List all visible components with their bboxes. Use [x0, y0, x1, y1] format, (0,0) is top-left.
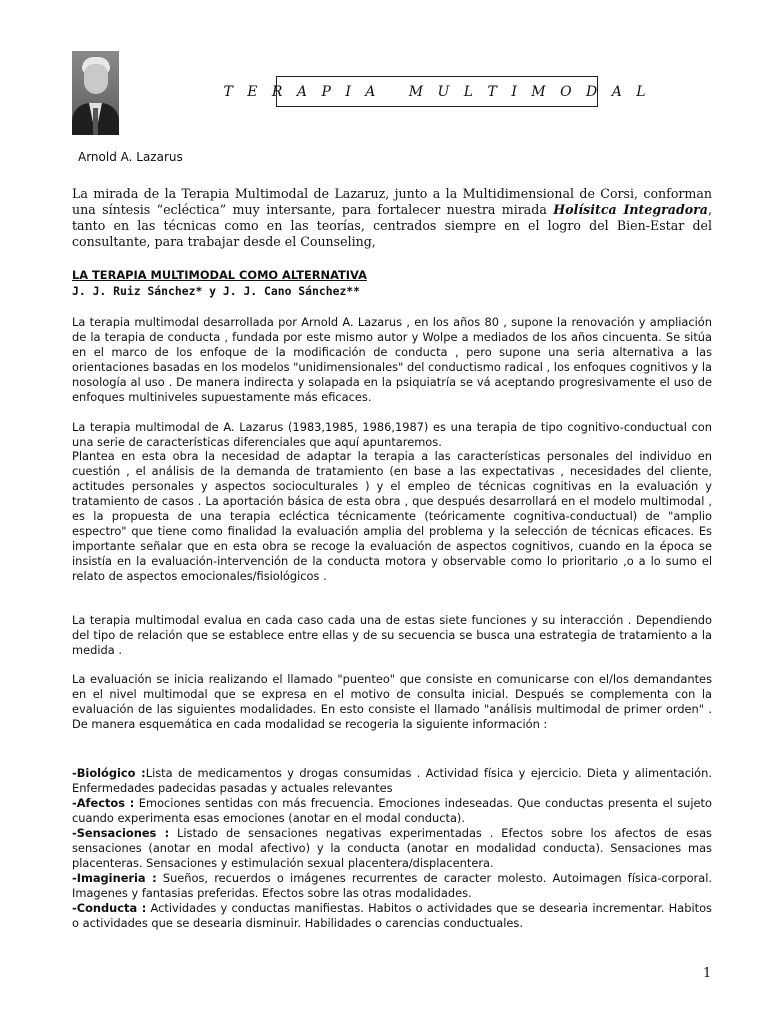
photo-face	[84, 64, 108, 94]
section-authors: J. J. Ruiz Sánchez* y J. J. Cano Sánchez**	[72, 284, 361, 298]
intro-text-2: , tanto en las técnicas como en las teorías, centrados siempre en el logro del Bien-Estar del consultante, para trabajar desde el Counseling,	[72, 202, 712, 249]
intro-text-1: La mirada de la Terapia Multimodal de Lazaruz, junto a la Multidimensional de Corsi, conforman una síntesis “ecléctica” muy intersante, para fortalecer nuestra mirada	[72, 186, 712, 217]
paragraph-1: La terapia multimodal desarrollada por Arnold A. Lazarus , en los años 80 , supone la renovación y ampliación de la terapia de conducta , fundada por este mismo autor y Wolpe a mediados de los años cincuenta. Se sitúa en el marco de los enfoque de la modificación de conducta , pero supone una seria alternativa a las orientaciones basadas en los modelos "unidimensionales" del conductismo radical , los enfoques cognitivos y la nosología al uso . De manera indirecta y solapada en la psiquiatría se vá aceptando progresivamente el uso de enfoques multiniveles supuestamente más eficaces.	[72, 315, 712, 404]
modality-label: -Imagineria :	[72, 871, 157, 885]
author-photo	[72, 51, 119, 135]
intro-emphasis: Holísitca Integradora	[553, 202, 708, 217]
photo-tie	[93, 108, 98, 135]
page-number: 1	[703, 966, 712, 981]
modality-item	[72, 871, 712, 901]
modality-label: -Afectos :	[72, 796, 135, 810]
modality-text: Actividades y conductas manifiestas. Habitos o actividades que se desearia incrementar. Habitos o actividades que se desearia disminuir. Habilidades o carencias conductuales.	[72, 901, 712, 930]
modality-text: Emociones sentidas con más frecuencia. Emociones indeseadas. Que conductas presenta el sujeto cuando experimenta esas emociones (anotar en el modal conducta).	[72, 796, 712, 825]
document-title-text: T E R A P I A M U L T I M O D A L	[223, 83, 651, 100]
modality-text: Lista de medicamentos y drogas consumidas . Actividad física y ejercicio. Dieta y alimentación. Enfermedades padecidas pasadas y actuales relevantes	[72, 766, 712, 795]
photo-caption: Arnold A. Lazarus	[78, 150, 183, 164]
paragraph-5: La evaluación se inicia realizando el llamado "puenteo" que consiste en comunicarse con el/los demandantes en el nivel multimodal que se expresa en el motivo de consulta inicial. Después se complementa con la evaluación de las siguientes modalidades. En esto consiste el llamado "análisis multimodal de primer orden" . De manera esquemática en cada modalidad se recogeria la siguiente información :	[72, 672, 712, 731]
document-title	[223, 76, 651, 107]
modality-item	[72, 766, 712, 796]
modality-text: Listado de sensaciones negativas experimentadas . Efectos sobre los afectos de esas sensaciones (anotar en modal afectivo) y la conducta (anotar en modalidad conducta). Sensaciones mas placenteras. Sensaciones y estimulación sexual placentera/displacentera.	[72, 826, 712, 870]
modality-label: -Biológico :	[72, 766, 146, 780]
section-title: LA TERAPIA MULTIMODAL COMO ALTERNATIVA	[72, 268, 367, 282]
modality-label: -Conducta :	[72, 901, 147, 915]
modality-item	[72, 901, 712, 931]
intro-paragraph	[72, 186, 712, 250]
modality-label: -Sensaciones :	[72, 826, 170, 840]
modality-list	[72, 766, 712, 931]
paragraph-3: Plantea en esta obra la necesidad de adaptar la terapia a las características personales del individuo en cuestión , el análisis de la demanda de tratamiento (en base a las expectativas , necesidades del cliente, actitudes personales y aspectos socioculturales ) y el empleo de técnicas cognitivas en la evaluación y tratamiento de casos . La aportación básica de esta obra , que después desarrollará en el modelo multimodal , es la propuesta de una terapia ecléctica técnicamente (teóricamente cognitiva-conductual) de "amplio espectro" que tiene como finalidad la evaluación amplia del problema y la selección de técnicas eficaces. Es importante señalar que en esta obra se recoge la evaluación de aspectos cognitivos, cuando en la época se insistía en la evaluación-intervención de la conducta motora y observable como lo prioritario ,o a lo sumo el relato de aspectos emocionales/fisiológicos .	[72, 449, 712, 583]
modality-item	[72, 796, 712, 826]
paragraph-2: La terapia multimodal de A. Lazarus (1983,1985, 1986,1987) es una terapia de tipo cognitivo-conductual con una serie de características diferenciales que aquí apuntaremos.	[72, 420, 712, 449]
paragraph-4: La terapia multimodal evalua en cada caso cada una de estas siete funciones y su interacción . Dependiendo del tipo de relación que se establece entre ellas y de su secuencia se busca una estrategia de tratamiento a la medida .	[72, 613, 712, 657]
modality-text: Sueños, recuerdos o imágenes recurrentes de caracter molesto. Autoimagen física-corporal. Imagenes y fantasias preferidas. Efectos sobre las otras modalidades.	[72, 871, 712, 900]
modality-item	[72, 826, 712, 871]
